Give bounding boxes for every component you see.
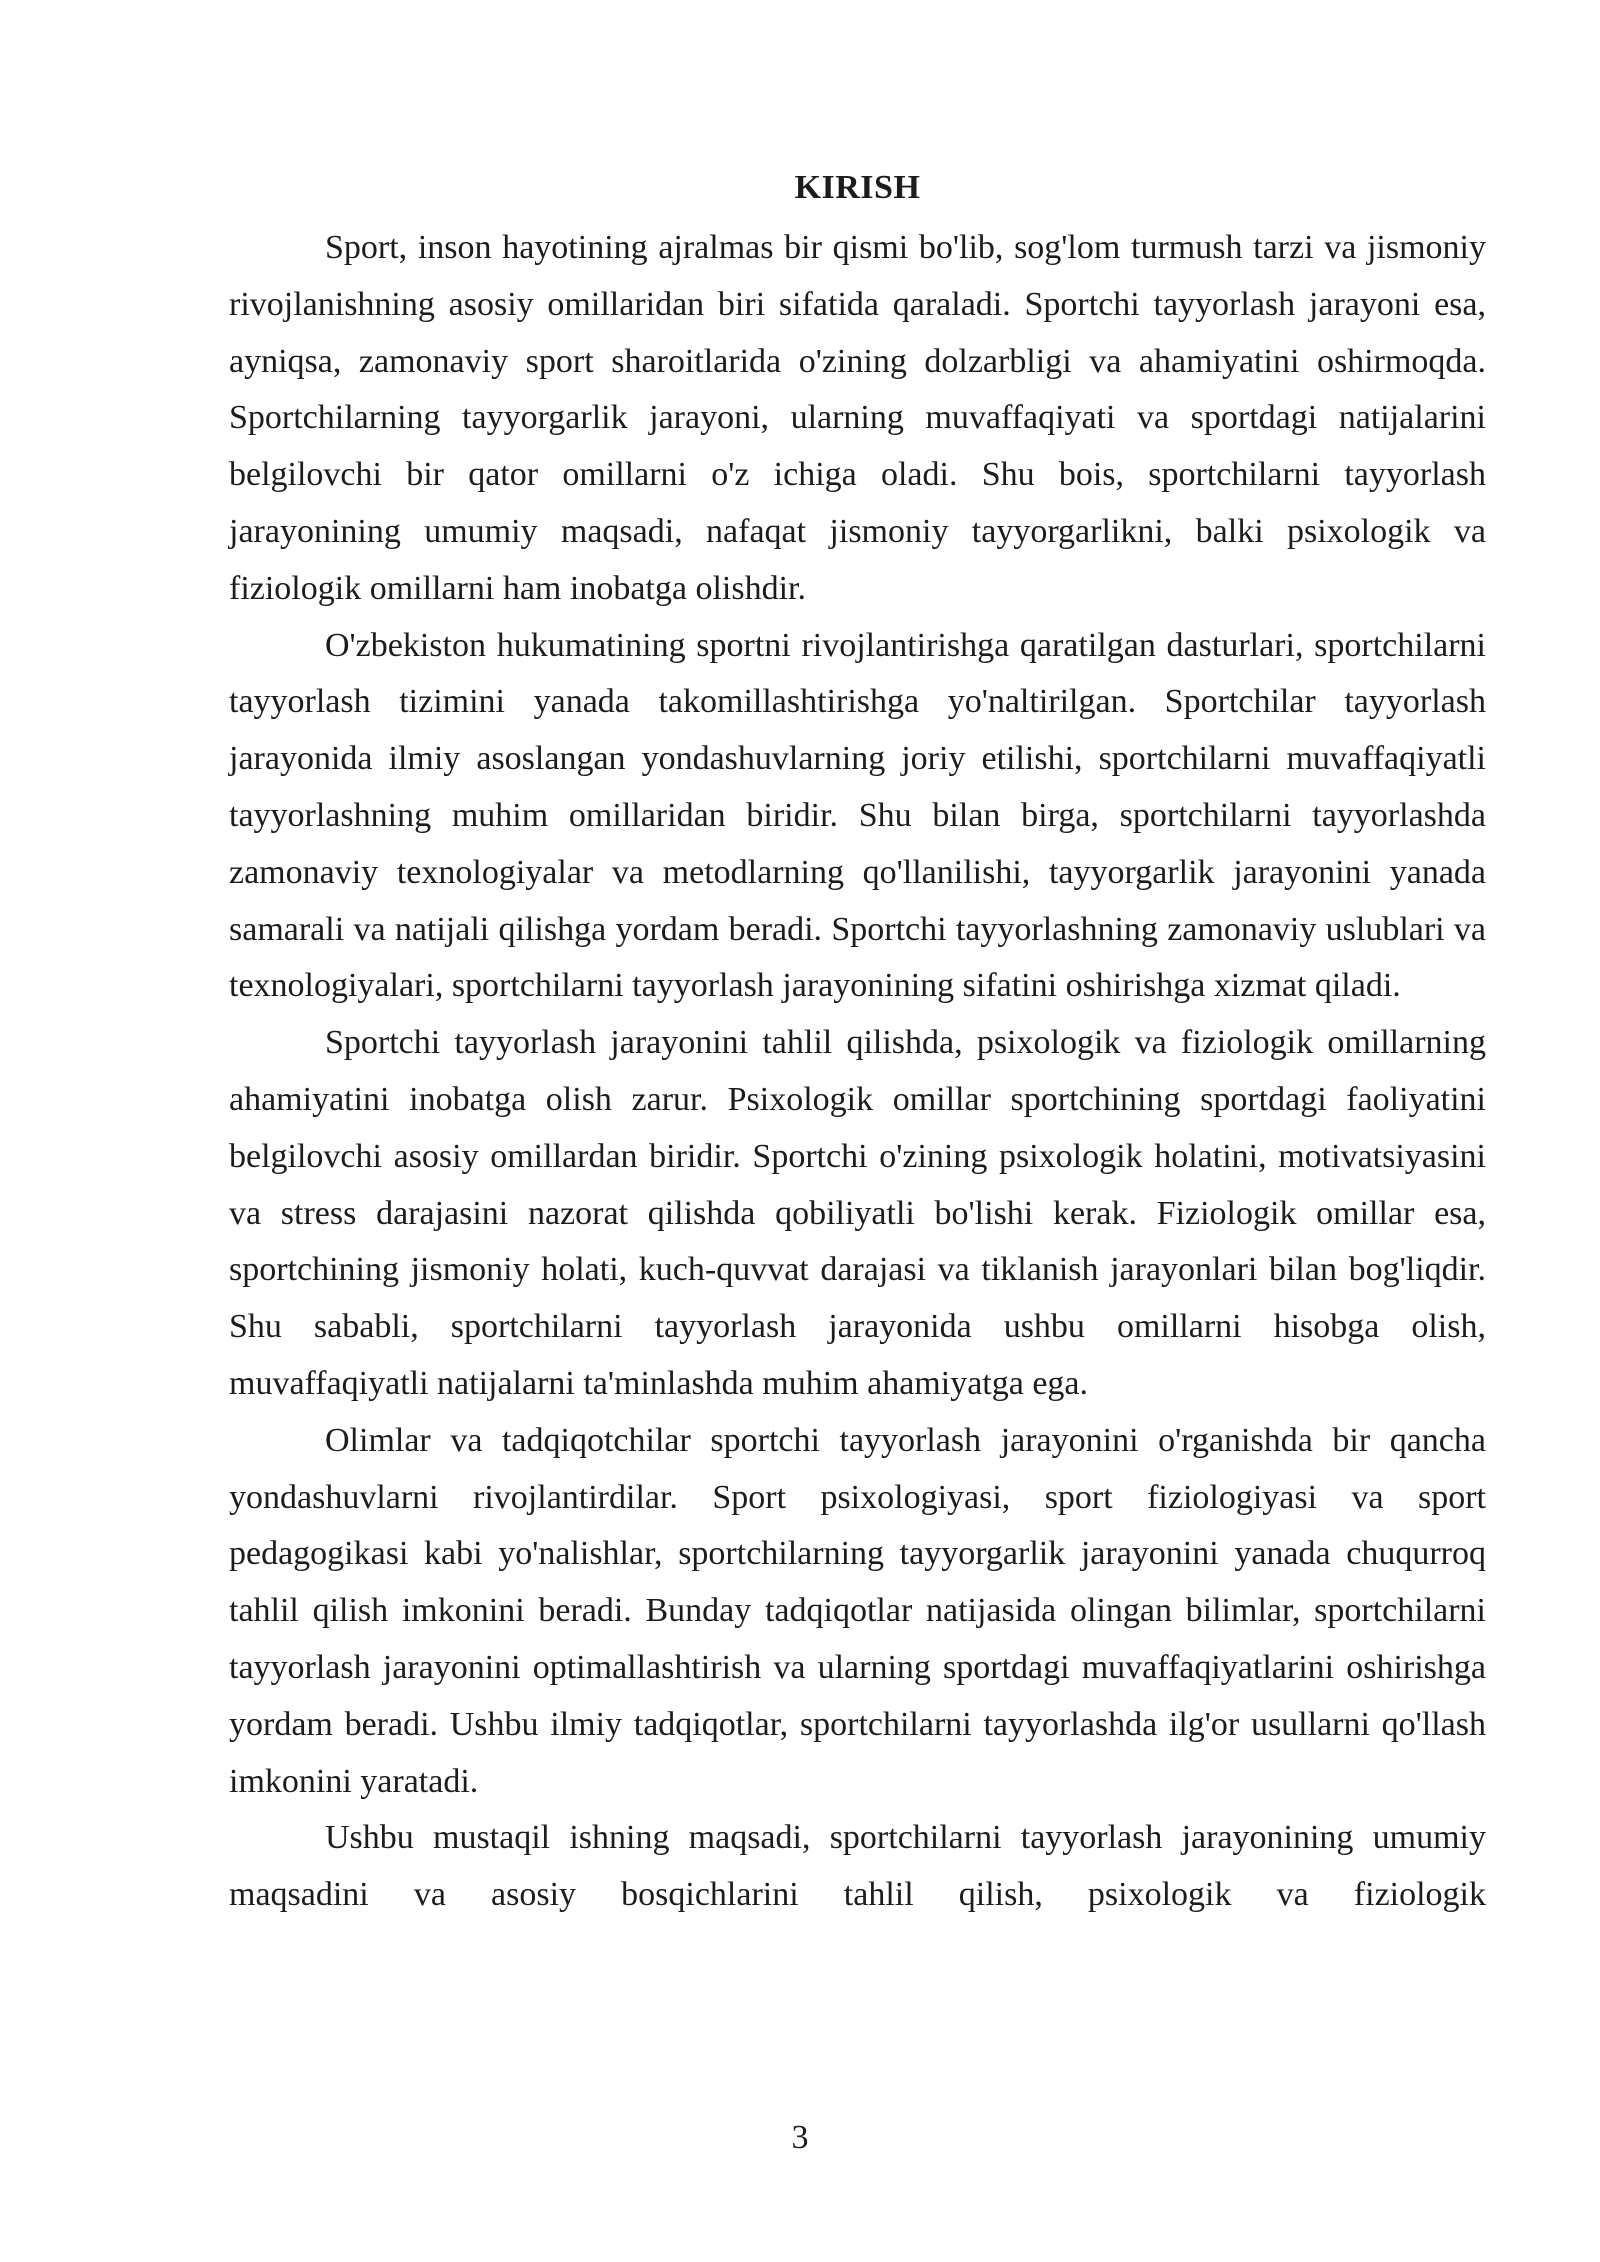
paragraph-5: Ushbu mustaqil ishning maqsadi, sportchilarni tayyorlash jarayonining umumiy maqsadini va asosiy bosqichlarini tahlil qilish, psixologik va fiziologik (229, 1819, 1486, 1914)
document-page (229, 160, 1486, 1924)
section-title: KIRISH (794, 169, 921, 206)
page-number: 3 (791, 2119, 809, 2156)
paragraph-3: Sportchi tayyorlash jarayonini tahlil qilishda, psixologik va fiziologik omillarning ahamiyatini inobatga olish zarur. Psixologik omillar sportchining sportdagi faoliyatini belgilovchi asosiy omillardan biridir. Sportchi o'zining psixologik holatini, motivatsiyasini va stress darajasini nazorat qilishda qobiliyatli bo'lishi kerak. Fiziologik omillar esa, sportchining jismoniy holati, kuch-quvvat darajasi va tiklanish jarayonlari bilan bog'liqdir. Shu sababli, sportchilarni tayyorlash jarayonida ushbu omillarni hisobga olish, muvaffaqiyatli natijalarni ta'minlashda muhim ahamiyatga ega. (229, 1024, 1486, 1402)
paragraph-4: Olimlar va tadqiqotchilar sportchi tayyorlash jarayonini o'rganishda bir qancha yondashuvlarni rivojlantirdilar. Sport psixologiyasi, sport fiziologiyasi va sport pedagogikasi kabi yo'nalishlar, sportchilarning tayyorgarlik jarayonini yanada chuqurroq tahlil qilish imkonini beradi. Bunday tadqiqotlar natijasida olingan bilimlar, sportchilarni tayyorlash jarayonini optimallashtirish va ularning sportdagi muvaffaqiyatlarini oshirishga yordam beradi. Ushbu ilmiy tadqiqotlar, sportchilarni tayyorlashda ilg'or usullarni qo'llash imkonini yaratadi. (229, 1421, 1486, 1800)
paragraph-2: O'zbekiston hukumatining sportni rivojlantirishga qaratilgan dasturlari, sportchilarni tayyorlash tizimini yanada takomillashtirishga yo'naltirilgan. Sportchilar tayyorlash jarayonida ilmiy asoslangan yondashuvlarning joriy etilishi, sportchilarni muvaffaqiyatli tayyorlashning muhim omillaridan biridir. Shu bilan birga, sportchilarni tayyorlashda zamonaviy texnologiyalar va metodlarning qo'llanilishi, tayyorgarlik jarayonini yanada samarali va natijali qilishga yordam beradi. Sportchi tayyorlashning zamonaviy uslublari va texnologiyalari, sportchilarni tayyorlash jarayonining sifatini oshirishga xizmat qiladi. (229, 626, 1486, 1005)
paragraph-1: Sport, inson hayotining ajralmas bir qismi bo'lib, sog'lom turmush tarzi va jismoniy rivojlanishning asosiy omillaridan biri sifatida qaraladi. Sportchi tayyorlash jarayoni esa, ayniqsa, zamonaviy sport sharoitlarida o'zining dolzarbligi va ahamiyatini oshirmoqda. Sportchilarning tayyorgarlik jarayoni, ularning muvaffaqiyati va sportdagi natijalarini belgilovchi bir qator omillarni o'z ichiga oladi. Shu bois, sportchilarni tayyorlash jarayonining umumiy maqsadi, nafaqat jismoniy tayyorgarlikni, balki psixologik va fiziologik omillarni ham inobatga olishdir. (229, 229, 1486, 607)
